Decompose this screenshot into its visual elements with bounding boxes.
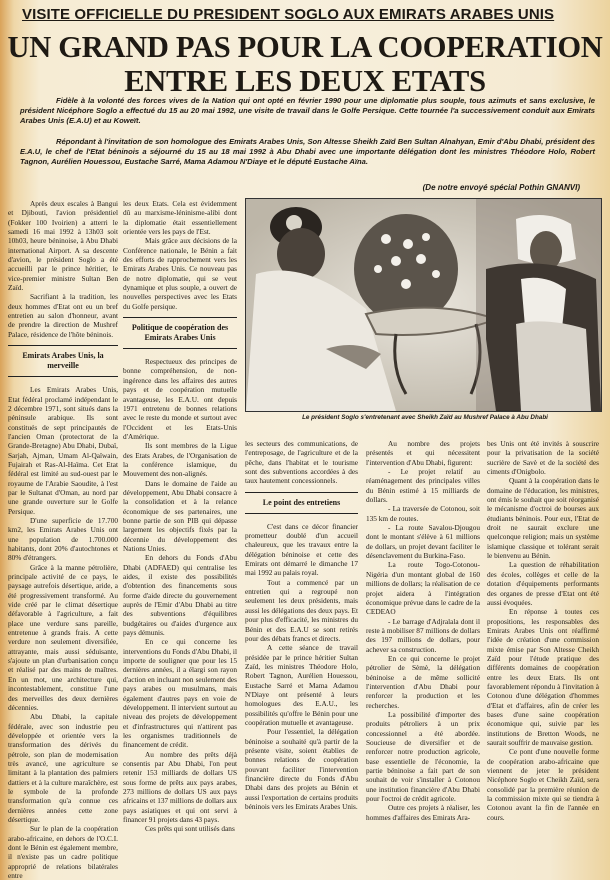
news-photo bbox=[245, 198, 602, 412]
paragraph: Quant à la coopération dans le domaine de l'éducation, les ministres, ont émis le souhait que soit réorganisé le mécanisme d'octroi de bourses aux étudiants béninois. Pour eux, l'Etat de droit ne saurait exclure une quelconque religion; mais un système islamique classique et tolérant serait le bienvenu au Bénin. bbox=[487, 476, 599, 561]
photo-image bbox=[246, 199, 601, 411]
paragraph: Au nombre des projets présentés et qui nécessitent l'intervention d'Abu Dhabi, figurent: bbox=[366, 439, 480, 467]
paragraph: - La route Savalou-Djougou dont le montant s'élève à 61 millions de dollars, un projet devant faciliter le désenclavement du Burkina-Faso. bbox=[366, 523, 480, 561]
chapo-paragraph: Fidèle à la volonté des forces vives de la Nation qui ont opté en février 1990 pour une diplomatie plus souple, tous azimuts et sans exclusive, le président Nicéphore Soglo a effectué du 15 au 20 mai 1992, une visite de travail dans le Golfe Persique. Cette tournée l'a successivement conduit aux Emirats Arabes Unis (E.A.U) et au Koweït. bbox=[20, 96, 595, 125]
paragraph: Tout a commencé par un entretien qui a regroupé non seulement les deux présidents, mais aussi les délégations des deux pays. Et pour plus d'efficacité, les ministres du Bénin et des E.A.U se sont retirés pour des débats francs et directs. bbox=[245, 577, 358, 643]
column-3 bbox=[245, 439, 358, 811]
paragraph: En dehors du Fonds d'Abu Dhabi (ADFAED) qui centralise les aides, il existe des possibilités d'obtention des financements sous forme d'aide directe du gouvernement auprès de l'Emir d'Abu Dhabi au titre des subventions d'équilibres budgétaires ou d'aides d'urgence aux pays démunis. bbox=[123, 553, 237, 638]
paragraph: A cette séance de travail présidée par le prince héritier Sultan Zaïd, les ministres Théodore Holo, Robert Tagnon, Aurélien Houessou, Eustache Sarré et Mama Adamou N'Diaye ont présenté à leurs homologues des E.A.U., les possibilités qu'offre le Bénin pour une coopération mutuelle et avantageuse. bbox=[245, 643, 358, 727]
headline bbox=[0, 30, 610, 98]
paragraph: Ils sont membres de la Ligue des Etats Arabes, de l'Organisation de la conférence islamique, du Mouvement des non-alignés. bbox=[123, 441, 237, 479]
subheading: Emirats Arabes Unis, la merveille bbox=[8, 345, 118, 377]
paragraph: les secteurs des communications, de l'entreposage, de l'agriculture et de la pêche, dans l'habitat et le tourisme sont des subventions accordées à des taux hautement concessionnels. bbox=[245, 439, 358, 486]
paragraph: Grâce à la manne pétrolière, principale activité de ce pays, le paysage autrefois désertique, aride, a été progressivement transformé. Au vide créé par le climat désertique défavorable à l'agriculture, a fait place une verdure sans pareille, entretenue à grands frais. A cette verdure non seulement diversifiée, attrayante, mais aussi séduisante, s'ajoute un plan d'urbanisation conçu et réalisé par des mains de maîtres. En un mot, une architecture qui, incontestablement, constitue l'une des merveilles des deux dernières décennies. bbox=[8, 562, 118, 712]
headline-line-2: ENTRE LES DEUX ETATS bbox=[124, 64, 486, 98]
column-5 bbox=[487, 439, 599, 822]
paragraph: Sur le plan de la coopération arabo-africaine, en dehors de l'O.C.I. dont le Bénin est également membre, il n'existe pas un cadre politique approprié de relations bilatérales entre bbox=[8, 824, 118, 880]
paragraph: La possibilité d'importer des produits pétroliers à un prix concessionnel a été abordée. Soucieuse de diversifier et de renforcer notre production agricole, base essentielle de l'économie, la partie béninoise a fait part de son souhait de voir s'installer à Cotonou une institution financière d'Abu Dhabi pour l'octroi de crédit agricole. bbox=[366, 709, 480, 804]
paragraph: Outre ces projets à réaliser, les hommes d'affaires des Emirats Ara- bbox=[366, 803, 480, 822]
paragraph: bes Unis ont été invités à souscrire pour la privatisation de la société sucrière de Savè et de la société des ciments d'Onigbolo. bbox=[487, 439, 599, 477]
paragraph: - La traversée de Cotonou, soit 135 km de routes. bbox=[366, 504, 480, 523]
paragraph: Après deux escales à Bangui et Djibouti, l'avion présidentiel (Fokker 100 Ivoirien) a atterri le samedi 16 mai 1992 à 13h03 soit 10h03, heure béninoise, à Abu Dhabi international Airport. A sa descente d'avion, le président Soglo a été accueilli par le prince héritier, le vice-premier ministre Sultan Ben Zaïd. bbox=[8, 199, 118, 293]
subheading: Le point des entretiens bbox=[245, 492, 358, 514]
paragraph: En ce qui concerne le projet pétrolier de Sèmè, la délégation béninoise a de même sollicité l'intervention d'Abu Dhabi pour renforcer la production et les recherches. bbox=[366, 653, 480, 710]
paragraph: En réponse à toutes ces propositions, les responsables des Emirats Arabes Unis ont réaffirmé l'idée de création d'une commission mixte émise par Son Altesse Cheikh Zaïd pour l'étude pratique des différents domaines de coopération entre les deux Etats. Ils ont favorablement répondu à l'invitation à Cotonou d'une délégation d'hommes d'Etat et d'affaires, afin de créer les bases d'une saine coopération économique qui, suivie par les institutions de Bretton Woods, ne saurait souffrir de mauvaise gestion. bbox=[487, 607, 599, 747]
chapo-paragraph: Répondant à l'invitation de son homologue des Emirats Arabes Unis, Son Altesse Sheikh Zaïd Ben Sultan Alnahyan, Emir d'Abu Dhabi, président des E.A.U, le chef de l'Etat béninois a séjourné du 15 au 18 mai 1992 à Abu Dhabi avec une importante délégation dont les ministres Théodore Holo, Robert Tagnon, Aurélien Houessou, Eustache Sarré, Mama Adamou N'Diaye et le député Eustache Aïna. bbox=[20, 137, 595, 166]
headline-line-1: UN GRAND PAS POUR LA COOPERATION bbox=[7, 30, 603, 64]
paragraph: D'une superficie de 17.700 km2, les Emirats Arabes Unis ont une population de 1.700.000 habitants, dont 20% d'autochtones et 80% d'étrangers. bbox=[8, 515, 118, 563]
column-4 bbox=[366, 439, 480, 822]
paragraph: Les Emirats Arabes Unis, Etat fédéral proclamé indépendant le 2 décembre 1971, sont situés dans la péninsule arabique. Ils sont constitués de sept principautés de l'ancien Oman (protectorat de la Grande-Bretagne) Abu Dhabi, Dubaï, Sarjah, Ajman, Umam Al-Qaïwain, Fujairah et Ras-Al-Haïma. Cet Etat fédéral est limité au sud-ouest par le royaume de l'Arabie Saoudite, à l'est par le Sultanat d'Oman, au nord par une grande ouverture sur le Golfe Persique. bbox=[8, 385, 118, 516]
paragraph: Mais grâce aux décisions de la Conférence nationale, le Bénin a fait des efforts de rapprochement vers les Emirats Arabes Unis. Ce nouveau pas de notre diplomatie, qui se veut dynamique et plus souple, a ouvert de nouvelles perspectives avec les Etats du Golfe persique. bbox=[123, 236, 237, 311]
paragraph: La question de réhabilitation des écoles, collèges et celle de la dotation d'équipements performants des organes de presse d'Etat ont été aussi évoquées. bbox=[487, 560, 599, 607]
paragraph: Abu Dhabi, la capitale fédérale, avec son industrie peu développée et orientée vers la transformation des dérivés du pétrole, son plan de modernisation très avancé, une agriculture se limitant à la plantation des palmiers dattiers et à la culture maraîchère, est le symbole de la profonde transformation qu'a connue ces dernières années cette zone désertique. bbox=[8, 712, 118, 824]
byline: (De notre envoyé spécial Pothin GNANVI) bbox=[422, 183, 580, 192]
paragraph: - Le projet relatif au réaménagement des principales villes du Bénin estimé à 15 milliards de dollars. bbox=[366, 467, 480, 505]
paragraph: les deux Etats. Cela est évidemment dû au marxisme-léninisme-alibi dont la diplomatie était essentiellement orientée vers les pays de l'Est. bbox=[123, 199, 237, 237]
paragraph: Pour l'essentiel, la délégation béninoise a souhaité qu'à partir de la présente visite, soient établies de bonnes relations de coopération pouvant faciliter l'intervention financière directe du Fonds d'Abu Dhabi dans des projets au Bénin et aussi l'exportation de certains produits béninois vers les Emirats Arabes Unis. bbox=[245, 727, 358, 812]
paragraph: - Le barrage d'Adjralala dont il reste à mobiliser 87 millions de dollars des 197 millions de dollars, pour achever sa construction. bbox=[366, 616, 480, 654]
kicker: VISITE OFFICIELLE DU PRESIDENT SOGLO AUX EMIRATS ARABES UNIS bbox=[22, 6, 555, 23]
paragraph: En ce qui concerne les interventions du Fonds d'Abu Dhabi, il importe de souligner que pour les 15 dernières années, il a élargi son rayon d'action en incluant non seulement des pays arabes ou musulmans, mais également d'autres pays en voie de développement. Il intervient surtout au niveau des projets de développement et d'infrastructures qui n'attirent pas les organismes traditionnels de financement de crédit. bbox=[123, 637, 237, 750]
column-1 bbox=[8, 199, 118, 880]
paragraph: Sacrifiant à la tradition, les deux hommes d'Etat ont eu un bref entretien au salon d'honneur, avant de prendre la direction de Mushref Palace, résidence de l'hôte béninois. bbox=[8, 292, 118, 339]
paragraph: Au nombre des prêts déjà consentis par Abu Dhabi, l'on peut retenir 153 milliards de dollars US sous forme de prêts aux pays arabes, 273 millions de dollars US aux pays africains et 137 millions de dollars aux pays asiatiques et qui ont servi à financer 91 projets dans 43 pays. bbox=[123, 749, 237, 824]
paragraph: Respectueux des principes de bonne compréhension, de non-ingérence dans les affaires des autres pays et de coopération mutuelle avantageuse, les E.A.U. ont depuis 1971 entretenu de bonnes relations avec le reste du monde et surtout avec l'Occident et les Etats-Unis d'Amérique. bbox=[123, 357, 237, 441]
paragraph: Ces prêts qui sont utilisés dans bbox=[145, 824, 235, 834]
photo-caption: Le président Soglo s'entretenant avec Sheikh Zaïd au Mushref Palace à Abu Dhabi bbox=[302, 414, 548, 421]
paragraph: Dans le domaine de l'aide au développement, Abu Dhabi consacre à la consolidation et à la relance économique de ses partenaires, une bonne partie de son PIB qui dépasse largement les objectifs fixés par la décennie du développement des Nations Unies. bbox=[123, 478, 237, 553]
column-2 bbox=[123, 199, 237, 834]
paragraph: La route Togo-Cotonou-Nigéria d'un montant global de 160 millions de dollars; la réalisation de ce projet aidera à l'intégration économique prévue dans le cadre de la CEDEAO bbox=[366, 560, 480, 617]
paragraph: Ce pont d'une nouvelle forme de coopération arabo-africaine que viennent de jeter le président Nicéphore Soglo et Cheikh Zaïd, sera consolidé par la première réunion de la commission mixte qui se tiendra à Cotonou avant la fin de l'année en cours. bbox=[487, 747, 599, 822]
paragraph: C'est dans ce décor financier prometteur doublé d'un accueil chaleureux, que les travaux entre la délégation béninoise et cette des Emirats ont démarré le dimanche 17 mai 1992 au palais royal. bbox=[245, 521, 358, 578]
chapo bbox=[20, 96, 595, 178]
subheading: Politique de coopération des Emirats Arabes Unis bbox=[123, 317, 237, 349]
